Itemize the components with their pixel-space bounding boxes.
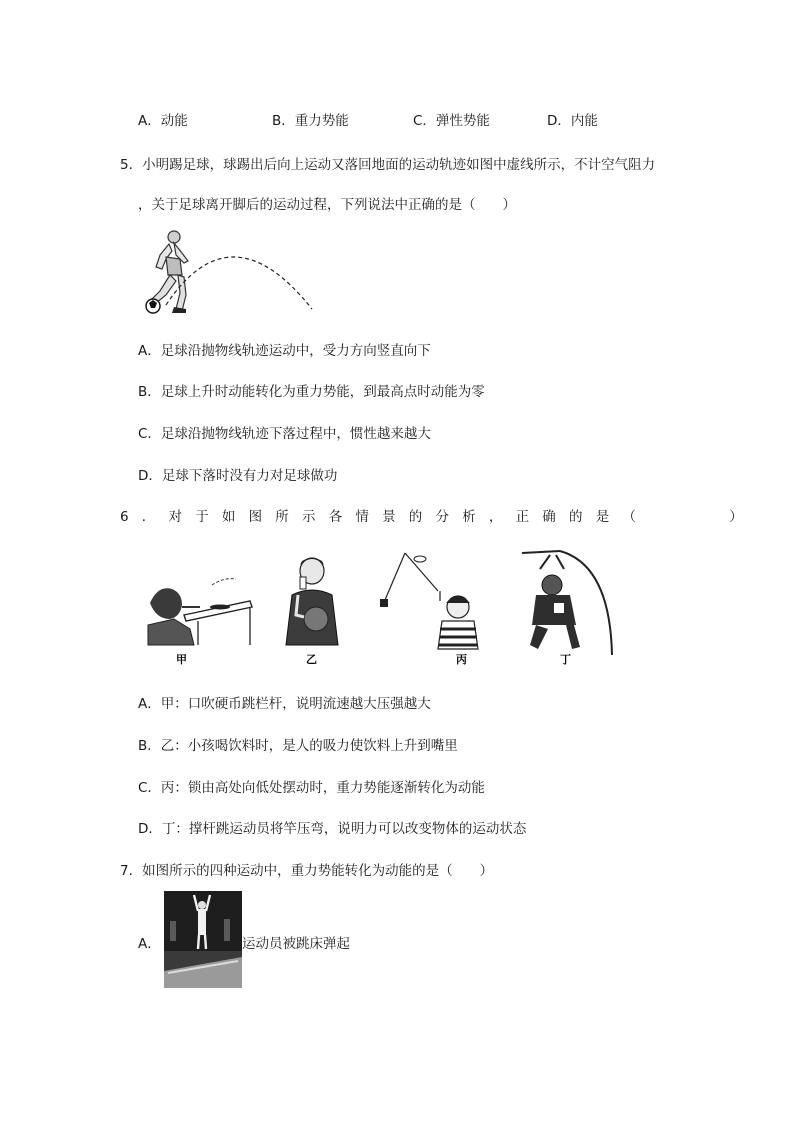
q7-stem: 7．如图所示的四种运动中，重力势能转化为动能的是（ ） <box>120 863 494 879</box>
label-yi: 乙 <box>306 653 317 666</box>
q4-option-b: B．重力势能 <box>272 113 349 129</box>
label-ding: 丁 <box>560 653 571 666</box>
q5-option-d: D．足球下落时没有力对足球做功 <box>138 468 338 484</box>
q5-stem-line2: ，关于足球离开脚后的运动过程，下列说法中正确的是（ ） <box>138 197 516 213</box>
q6-option-b: B．乙：小孩喝饮料时，是人的吸力使饮料上升到嘴里 <box>138 738 458 754</box>
q5-soccer-figure <box>136 227 314 319</box>
q6-stem: 6．对于如图所示各情景的分析，正确的是（ ） <box>120 509 756 525</box>
q6-option-a: A．甲：口吹硬币跳栏杆，说明流速越大压强越大 <box>138 696 431 712</box>
q4-option-a: A．动能 <box>138 113 188 129</box>
q4-option-c: C．弹性势能 <box>413 113 490 129</box>
q7-option-a-letter: A． <box>138 936 161 952</box>
q7-option-a-text: 运动员被跳床弹起 <box>242 936 350 952</box>
q4-option-d: D．内能 <box>547 113 598 129</box>
q5-stem-line1: 5．小明踢足球，球踢出后向上运动又落回地面的运动轨迹如图中虚线所示，不计空气阻力 <box>120 157 656 173</box>
q5-option-a: A．足球沿抛物线轨迹运动中，受力方向竖直向下 <box>138 343 431 359</box>
q5-option-b: B．足球上升时动能转化为重力势能，到最高点时动能为零 <box>138 384 485 400</box>
label-jia: 甲 <box>176 653 187 666</box>
q6-option-d: D．丁：撑杆跳运动员将竿压弯，说明力可以改变物体的运动状态 <box>138 821 527 837</box>
q6-option-c: C．丙：锁由高处向低处摆动时，重力势能逐渐转化为动能 <box>138 780 485 796</box>
q7-trampoline-photo <box>164 891 242 988</box>
label-bing: 丙 <box>456 653 467 666</box>
q5-option-c: C．足球沿抛物线轨迹下落过程中，惯性越来越大 <box>138 426 431 442</box>
q6-scenes-figure <box>140 545 630 671</box>
